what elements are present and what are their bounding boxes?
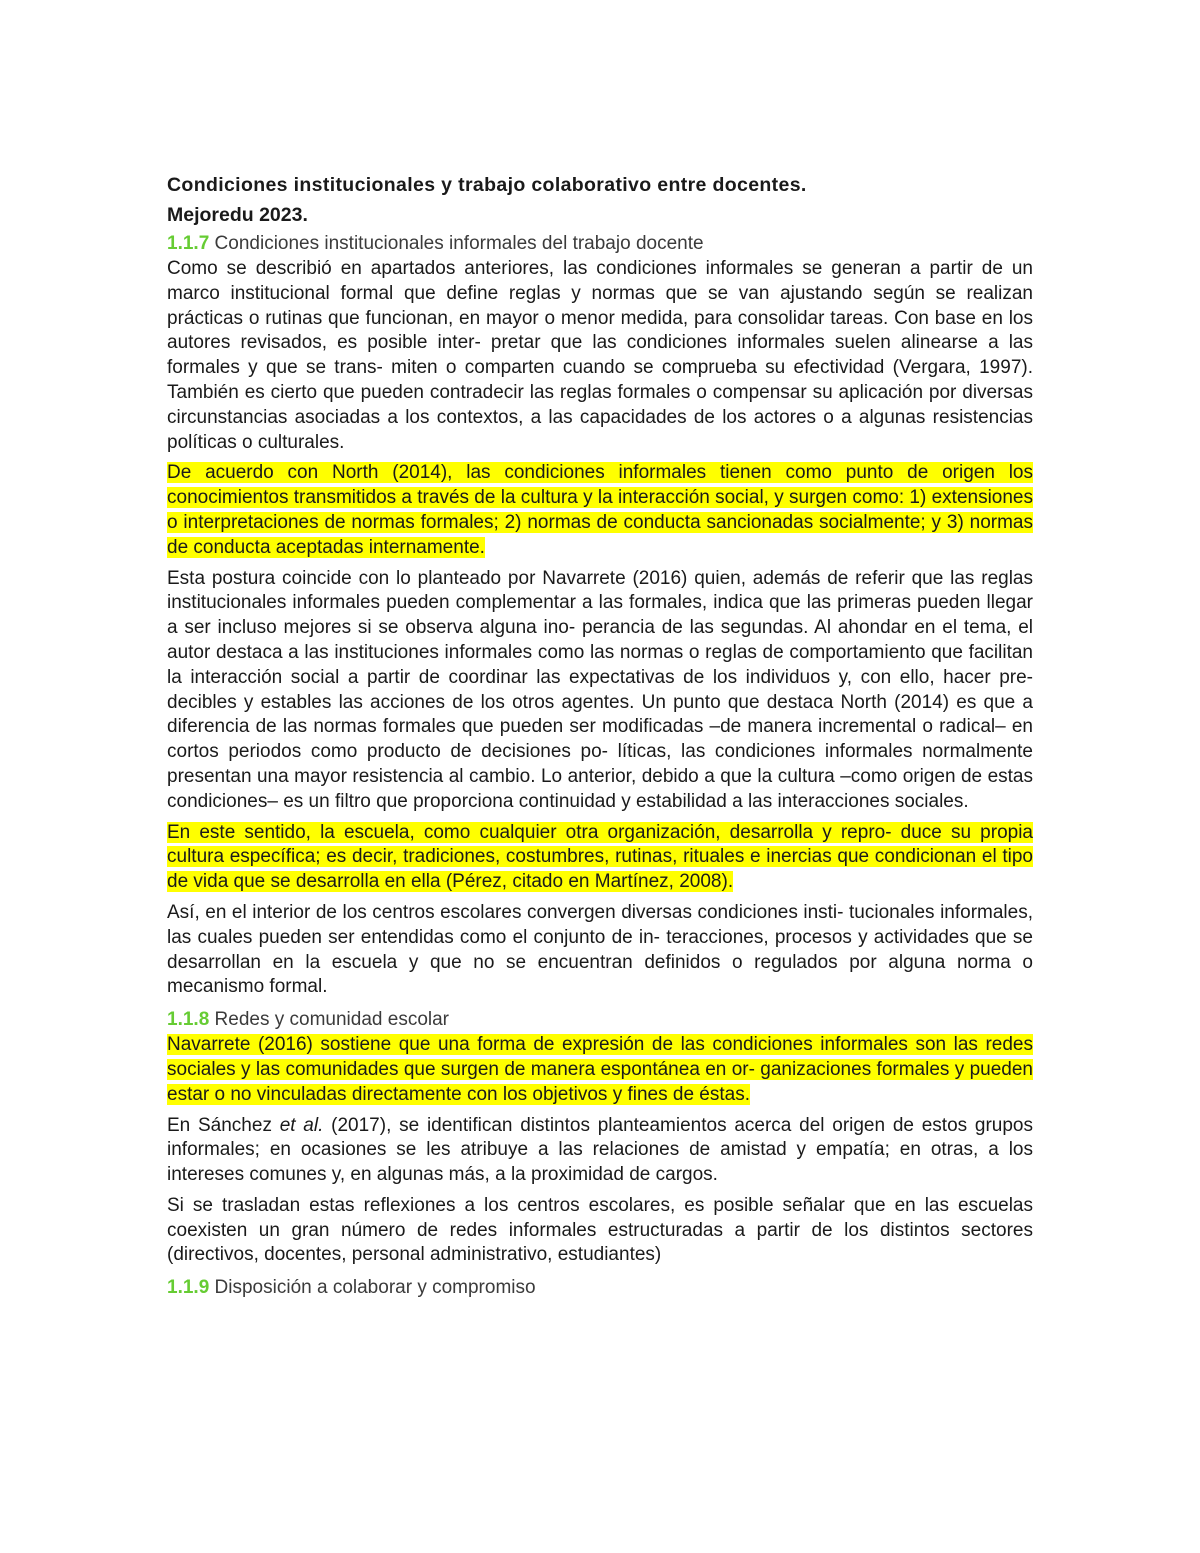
section-heading-1-1-8 bbox=[167, 1006, 1033, 1033]
italic-text: et al. bbox=[279, 1114, 324, 1136]
highlighted-paragraph bbox=[167, 821, 1033, 895]
highlighted-paragraph bbox=[167, 1033, 1033, 1107]
text-run: (2017), se identifican distintos planteamientos acerca del origen de estos grupos informales; en ocasiones se les atribuye a las relaciones de amistad y empatía; en otras, a los intereses comunes y, en algunas más, a la proximidad de cargos. bbox=[167, 1114, 1033, 1186]
paragraph: Si se trasladan estas reflexiones a los centros escolares, es posible señalar que en las escuelas coexisten un gran número de redes informales estructuradas a partir de los distintos sectores (directivos, docentes, personal administrativo, estudiantes) bbox=[167, 1194, 1033, 1266]
paragraph bbox=[167, 1114, 1033, 1188]
section-heading-1-1-7 bbox=[167, 230, 1033, 257]
document-title: Condiciones institucionales y trabajo colaborativo entre docentes. bbox=[167, 174, 807, 196]
paragraph: Esta postura coincide con lo planteado por Navarrete (2016) quien, además de referir que las reglas institucionales informales pueden complementar a las formales, indica que las primeras pueden llegar a ser incluso mejores si se observa alguna ino- perancia de las segundas. Al ahondar en el tema, el autor destaca a las instituciones informales como las normas o reglas de comportamiento que facilitan la interacción social a partir de coordinar las expectativas de los individuos y, con ello, hacer pre- decibles y estables las acciones de los otros agentes. Un punto que destaca North (2014) es que a diferencia de las normas formales que pueden ser modificadas –de manera incremental o radical– en cortos periodos como producto de decisiones po- líticas, las condiciones informales normalmente presentan una mayor resistencia al cambio. Lo anterior, debido a que la cultura –como origen de estas condiciones– es un filtro que proporciona continuidad y estabilidad a las interacciones sociales. bbox=[167, 567, 1033, 812]
highlight: Navarrete (2016) sostiene que una forma de expresión de las condiciones informales son las redes sociales y las comunidades que surgen de manera espontánea en or- ganizaciones formales y pueden estar o no vinculadas directamente con los objetivos y fines de éstas. bbox=[167, 1034, 1033, 1105]
section-heading-1-1-9 bbox=[167, 1274, 1033, 1301]
section-title: Redes y comunidad escolar bbox=[214, 1009, 450, 1031]
paragraph: Así, en el interior de los centros escolares convergen diversas condiciones insti- tucionales informales, las cuales pueden ser entendidas como el conjunto de in- teracciones, procesos y actividades que se desarrollan en la escuela y que no se encuentran definidos o regulados por alguna norma o mecanismo formal. bbox=[167, 901, 1033, 998]
highlight: De acuerdo con North (2014), las condiciones informales tienen como punto de origen los conocimientos transmitidos a través de la cultura y la interacción social, y surgen como: 1) extensiones o interpretaciones de normas formales; 2) normas de conducta sancionadas socialmente; y 3) normas de conducta aceptadas internamente. bbox=[167, 462, 1033, 558]
section-number: 1.1.8 bbox=[167, 1009, 210, 1031]
section-number: 1.1.9 bbox=[167, 1277, 210, 1299]
section-title: Condiciones institucionales informales del trabajo docente bbox=[214, 233, 704, 254]
document-page bbox=[167, 170, 1033, 1301]
text-run: En Sánchez bbox=[167, 1114, 280, 1136]
section-number: 1.1.7 bbox=[167, 233, 210, 254]
highlighted-paragraph bbox=[167, 461, 1033, 560]
paragraph: Como se describió en apartados anteriores, las condiciones informales se generan a partir de un marco institucional formal que define reglas y normas que se van ajustando según se realizan prácticas o rutinas que funcionan, en mayor o menor medida, para consolidar tareas. Con base en los autores revisados, es posible inter- pretar que las condiciones informales suelen alinearse a las formales y que se trans- miten o comparten cuando se comprueba su efectividad (Vergara, 1997). También es cierto que pueden contradecir las reglas formales o compensar su aplicación por diversas circunstancias asociadas a los contextos, a las capacidades de los actores o a algunas resistencias políticas o culturales. bbox=[167, 258, 1033, 453]
section-title: Disposición a colaborar y compromiso bbox=[214, 1277, 536, 1299]
highlight: En este sentido, la escuela, como cualquier otra organización, desarrolla y repro- duce su propia cultura específica; es decir, tradiciones, costumbres, rutinas, rituales e inercias que condicionan el tipo de vida que se desarrolla en ella (Pérez, citado en Martínez, 2008). bbox=[167, 821, 1033, 893]
document-subtitle: Mejoredu 2023. bbox=[167, 204, 308, 226]
